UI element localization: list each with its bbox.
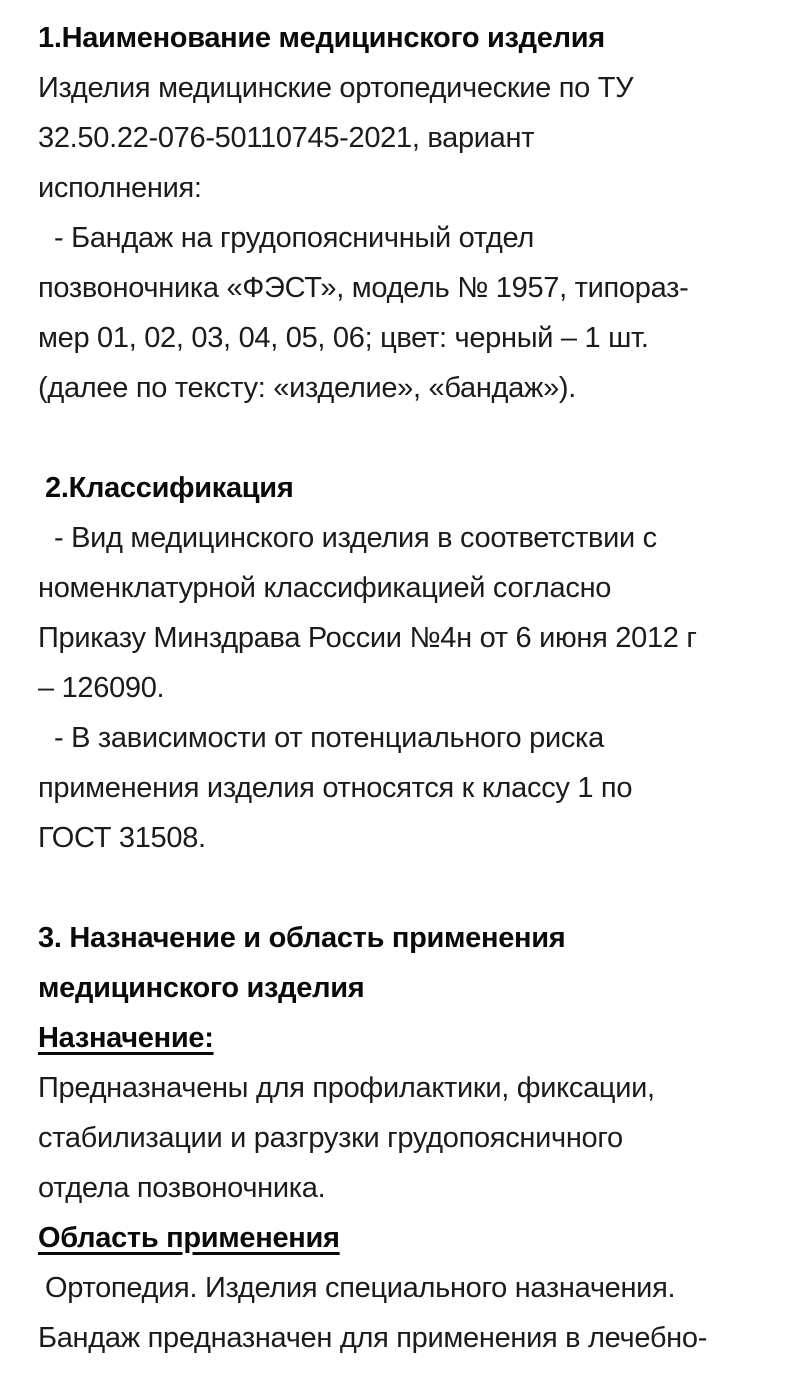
text-line: номенклатурной классификацией согласно — [38, 572, 612, 604]
text-line: мер 01, 02, 03, 04, 05, 06; цвет: черный – 1 шт. — [38, 322, 649, 354]
text-line: стабилизации и разгрузки грудопоясничного — [38, 1122, 623, 1154]
section-1-heading: 1.Наименование медицинского изделия — [38, 22, 605, 54]
text-line: ГОСТ 31508. — [38, 822, 206, 854]
section-classification — [38, 463, 800, 863]
text-line: исполнения: — [38, 172, 202, 204]
text-line: - В зависимости от потенциального риска — [54, 722, 604, 754]
text-line: позвоночника «ФЭСТ», модель № 1957, типораз- — [38, 272, 689, 304]
section-2-heading: 2.Классификация — [45, 472, 294, 504]
section-gap — [38, 413, 800, 463]
text-line: Изделия медицинские ортопедические по ТУ — [38, 72, 634, 104]
text-line: – 126090. — [38, 672, 165, 704]
section-purpose-and-application — [38, 913, 800, 1363]
section-gap — [38, 863, 800, 913]
section-device-name — [38, 13, 800, 413]
text-line: Ортопедия. Изделия специального назначения. — [45, 1272, 676, 1304]
text-line: Бандаж предназначен для применения в лечебно- — [38, 1322, 708, 1354]
section-3-heading-line-1: 3. Назначение и область применения — [38, 922, 566, 954]
text-line: Предназначены для профилактики, фиксации, — [38, 1072, 655, 1104]
text-line: применения изделия относятся к классу 1 по — [38, 772, 633, 804]
text-line: - Бандаж на грудопоясничный отдел — [54, 222, 534, 254]
subheading-application-area: Область применения — [38, 1222, 340, 1254]
subheading-purpose: Назначение: — [38, 1022, 214, 1054]
text-line: 32.50.22-076-50110745-2021, вариант — [38, 122, 535, 154]
text-line: Приказу Минздрава России №4н от 6 июня 2012 г — [38, 622, 697, 654]
section-3-heading-line-2: медицинского изделия — [38, 972, 365, 1004]
text-line: (далее по тексту: «изделие», «бандаж»). — [38, 372, 577, 404]
text-line: отдела позвоночника. — [38, 1172, 326, 1204]
text-line: - Вид медицинского изделия в соответствии с — [54, 522, 657, 554]
